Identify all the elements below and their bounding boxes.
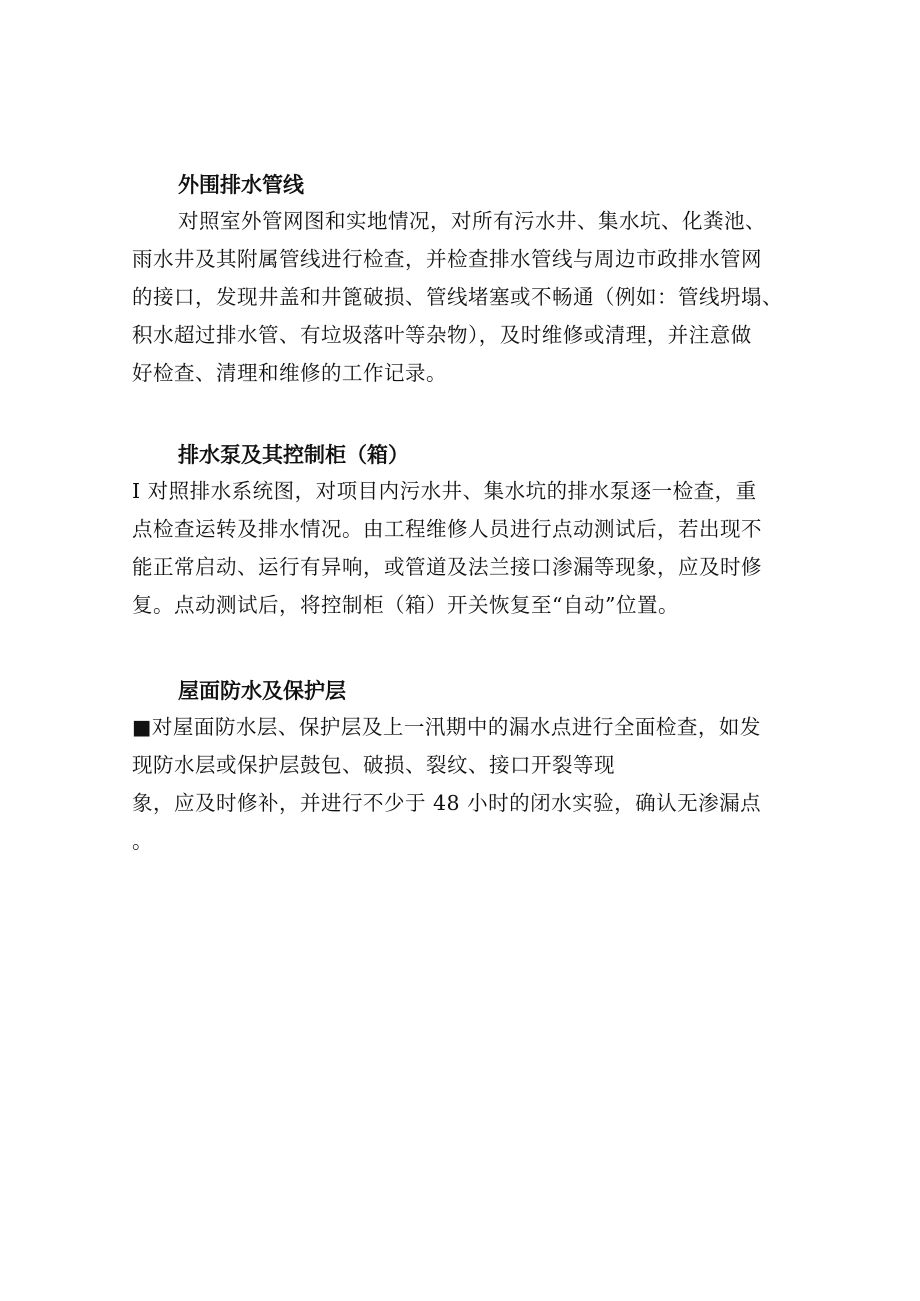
body-line: 点检查运转及排水情况。由工程维修人员进行点动测试后，若出现不	[132, 517, 762, 541]
section-external-drainage	[132, 168, 802, 392]
body-line: 能正常启动、运行有异响，或管道及法兰接口渗漏等现象，应及时修	[132, 555, 762, 579]
body-line: I 对照排水系统图，对项目内污水井、集水坑的排水泵逐一检查，重	[132, 479, 757, 503]
section-drainage-pump	[132, 438, 802, 624]
body-line: 象，应及时修补，并进行不少于 48 小时的闭水实验，确认无渗漏点	[132, 791, 762, 815]
body-line: 积水超过排水管、有垃圾落叶等杂物），及时维修或清理，并注意做	[132, 323, 752, 347]
body-line: 现防水层或保护层鼓包、破损、裂纹、接口开裂等现	[132, 753, 615, 777]
body-line: 对照室外管网图和实地情况，对所有污水井、集水坑、化粪池、	[178, 209, 766, 233]
body-line: 好检查、清理和维修的工作记录。	[132, 361, 447, 385]
body-line: 。	[132, 829, 153, 853]
section-heading: 排水泵及其控制柜（箱）	[178, 443, 409, 467]
section-body	[132, 472, 802, 624]
section-heading: 屋面防水及保护层	[178, 679, 346, 703]
section-roof-waterproofing	[132, 674, 802, 860]
body-line: 复。点动测试后，将控制柜（箱）开关恢复至“自动”位置。	[132, 593, 679, 617]
section-body	[132, 202, 802, 392]
body-line: ■对屋面防水层、保护层及上一汛期中的漏水点进行全面检查，如发	[132, 715, 761, 739]
section-heading: 外围排水管线	[178, 173, 304, 197]
body-line: 的接口，发现井盖和井篦破损、管线堵塞或不畅通（例如：管线坍塌、	[132, 285, 783, 309]
body-line: 雨水井及其附属管线进行检查，并检查排水管线与周边市政排水管网	[132, 247, 762, 271]
section-body	[132, 708, 802, 860]
